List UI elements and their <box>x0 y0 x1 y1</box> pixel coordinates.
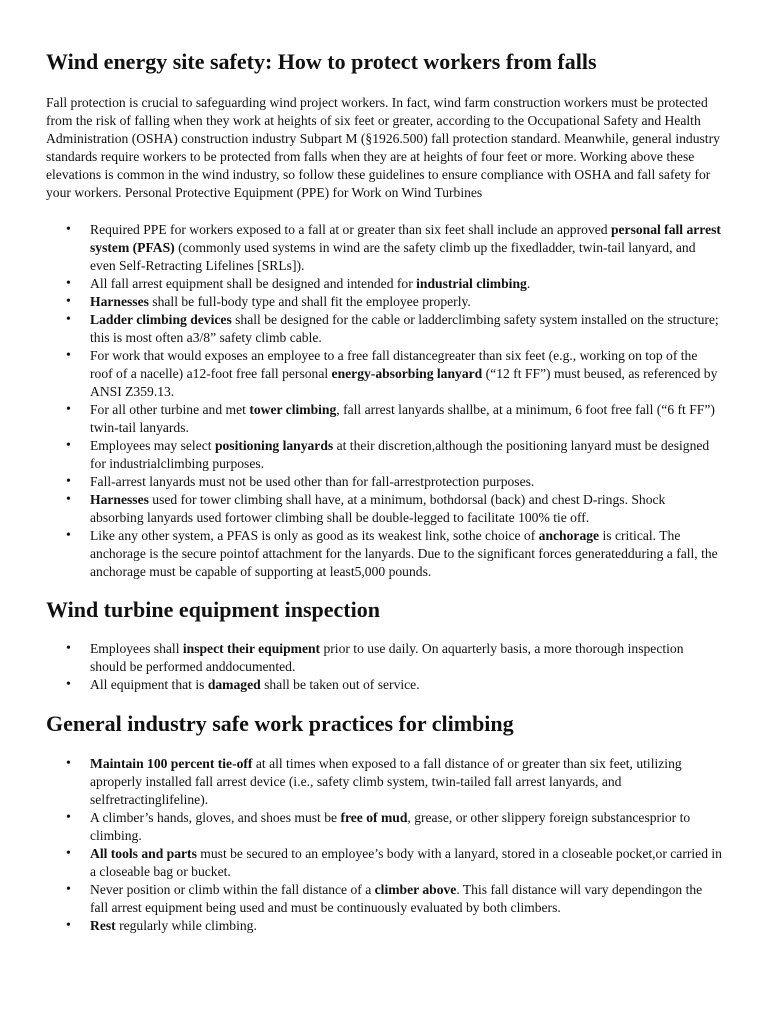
item-text: . <box>526 276 531 291</box>
emphasis-text: climber above <box>374 882 457 897</box>
item-text: A climber’s hands, gloves, and shoes must be <box>90 810 341 825</box>
item-text: must be secured to an employee’s body with a lanyard, stored in a closeable pocket,or carried in a closeable bag or bucket. <box>90 846 722 879</box>
item-text: Required PPE for workers exposed to a fall at or greater than six feet shall include an approved <box>90 222 611 237</box>
intro-paragraph: Fall protection is crucial to safeguarding wind project workers. In fact, wind farm construction workers must be protected from the risk of falling when they work at heights of six feet or greater, according to the Occupational Safety and Health Administration (OSHA) construction industry Subpart M (§1926.500) fall protection standard. Meanwhile, general industry standards require workers to be protected from falls when they are at heights of four feet or more. Working above these elevations is common in the wind industry, so follow these guidelines to ensure compliance with OSHA and fall safety for your workers. Personal Protective Equipment (PPE) for Work on Wind Turbines <box>46 95 720 200</box>
item-text: (commonly used systems in wind are the safety climb up the fixedladder, twin-tail lanyard, and even Self-Retracting Lifelines [SRLs]). <box>90 240 696 273</box>
list-item <box>46 401 722 437</box>
emphasis-text: Harnesses <box>90 294 149 309</box>
item-text: , grease, or other slippery foreign substancesprior to climbing. <box>90 810 691 843</box>
emphasis-text: positioning lanyards <box>214 438 334 453</box>
item-text: regularly while climbing. <box>115 918 257 933</box>
inspection-list <box>46 640 722 694</box>
item-text: All fall arrest equipment shall be designed and intended for <box>90 276 417 291</box>
list-item <box>46 755 722 809</box>
item-text: is critical. The anchorage is the secure pointof attachment for the lanyards. Due to the significant forces generatedduring a fall, the anchorage must be capable of supporting at least5,000 pounds. <box>90 528 718 579</box>
list-item <box>46 917 722 935</box>
list-item <box>46 640 722 676</box>
item-text: shall be designed for the cable or ladderclimbing safety system installed on the structure; this is most often a3/8” safety climb cable. <box>90 312 719 345</box>
emphasis-text: Ladder climbing devices <box>90 312 232 327</box>
emphasis-text: Maintain 100 percent tie-off <box>90 756 253 771</box>
item-text: (“12 ft FF”) must beused, as referenced by ANSI Z359.13. <box>90 366 718 399</box>
page-title: Wind energy site safety: How to protect workers from falls <box>46 49 597 74</box>
ppe-list <box>46 221 722 581</box>
emphasis-text: Rest <box>90 918 116 933</box>
item-text: Employees shall <box>90 641 183 656</box>
list-item <box>46 676 722 694</box>
item-text: For work that would exposes an employee to a free fall distancegreater than six feet (e.g., working on top of the roof of a nacelle) a12-foot free fall personal <box>90 348 698 381</box>
emphasis-text: All tools and parts <box>90 846 197 861</box>
item-text: Fall-arrest lanyards must not be used other than for fall-arrestprotection purposes. <box>90 474 535 489</box>
item-text: shall be full-body type and shall fit the employee properly. <box>148 294 471 309</box>
list-item <box>46 311 722 347</box>
list-item <box>46 437 722 473</box>
item-text: , fall arrest lanyards shallbe, at a minimum, 6 foot free fall (“6 ft FF”) twin-tail lanyards. <box>90 402 715 435</box>
emphasis-text: inspect their equipment <box>182 641 321 656</box>
section-heading-inspection: Wind turbine equipment inspection <box>46 597 380 622</box>
list-item <box>46 473 722 491</box>
item-text: . This fall distance will vary dependingon the fall arrest equipment being used and must be continuously evaluated by both climbers. <box>90 882 703 915</box>
item-text: at their discretion,although the positioning lanyard must be designed for industrialclimbing purposes. <box>90 438 710 471</box>
emphasis-text: free of mud <box>340 810 408 825</box>
list-item <box>46 293 722 311</box>
list-item <box>46 275 722 293</box>
list-item <box>46 347 722 401</box>
emphasis-text: damaged <box>207 677 261 692</box>
item-text: used for tower climbing shall have, at a minimum, bothdorsal (back) and chest D-rings. Shock absorbing lanyards used fortower climbing shall be double-legged to facilitate 100% tie off. <box>90 492 666 525</box>
list-item <box>46 881 722 917</box>
emphasis-text: Harnesses <box>90 492 149 507</box>
climbing-practices-list <box>46 755 722 935</box>
list-item <box>46 491 722 527</box>
emphasis-text: energy-absorbing lanyard <box>331 366 483 381</box>
section-heading-climbing: General industry safe work practices for climbing <box>46 711 514 736</box>
item-text: Employees may select <box>90 438 215 453</box>
emphasis-text: tower climbing <box>249 402 337 417</box>
item-text: All equipment that is <box>90 677 208 692</box>
item-text: For all other turbine and met <box>90 402 250 417</box>
item-text: shall be taken out of service. <box>260 677 420 692</box>
list-item <box>46 527 722 581</box>
item-text: Like any other system, a PFAS is only as good as its weakest link, sothe choice of <box>90 528 539 543</box>
list-item <box>46 221 722 275</box>
emphasis-text: anchorage <box>538 528 600 543</box>
list-item <box>46 809 722 845</box>
item-text: Never position or climb within the fall distance of a <box>90 882 375 897</box>
emphasis-text: personal fall arrest system (PFAS) <box>90 222 721 255</box>
emphasis-text: industrial climbing <box>416 276 527 291</box>
item-text: at all times when exposed to a fall distance of or greater than six feet, utilizing aproperly installed fall arrest device (i.e., safety climb system, twin-tailed fall arrest lanyards, and selfretractinglifeline). <box>90 756 682 807</box>
list-item <box>46 845 722 881</box>
item-text: prior to use daily. On aquarterly basis, a more thorough inspection should be performed anddocumented. <box>90 641 684 674</box>
